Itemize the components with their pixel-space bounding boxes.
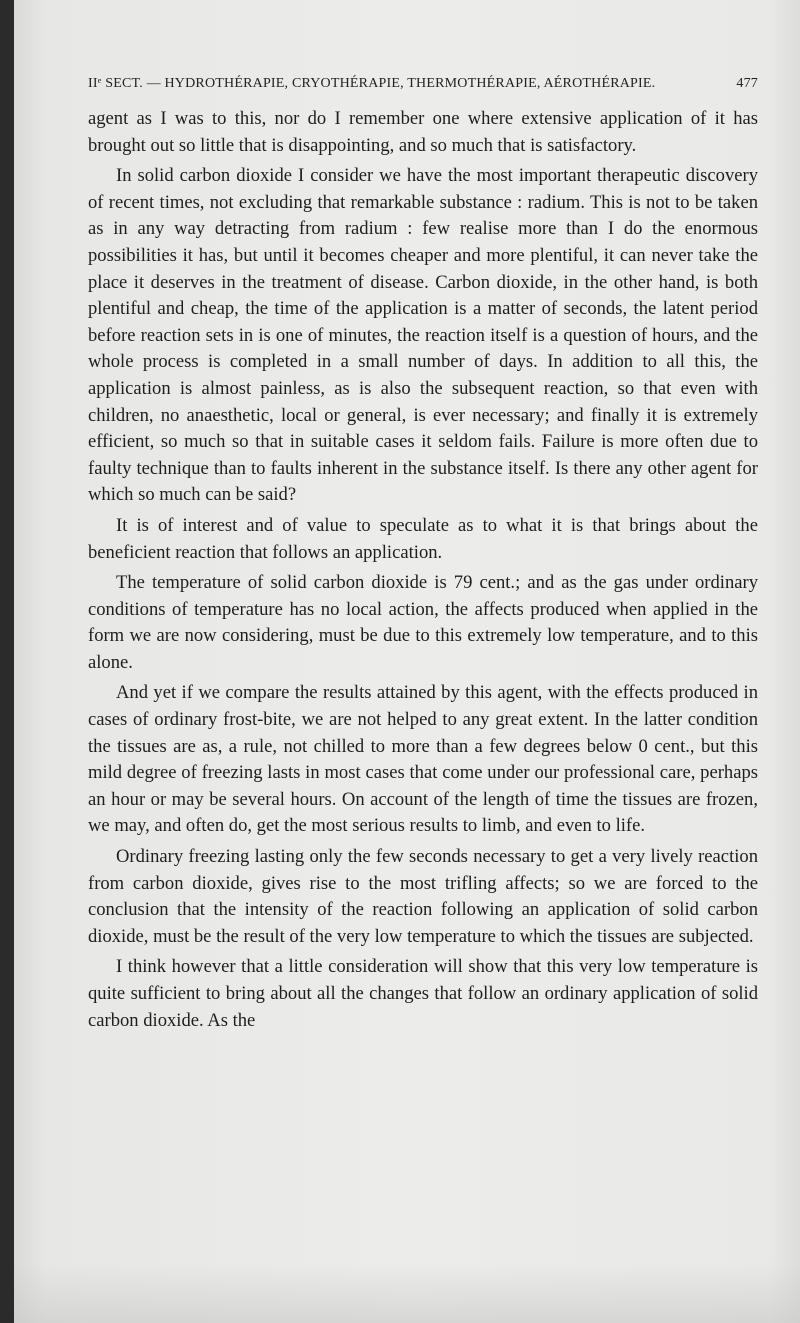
section-title: IIᵉ SECT. — HYDROTHÉRAPIE, CRYOTHÉRAPIE, THERMOTHÉRAPIE, AÉROTHÉRAPIE. <box>88 76 656 91</box>
paragraph-low-temperature: I think however that a little consideration will show that this very low temperature is quite sufficient to bring about all the changes that follow an ordinary application of solid carbon dioxide. As the <box>88 956 758 1031</box>
page-number: 477 <box>736 76 758 91</box>
page-bottom-shadow <box>14 1263 800 1323</box>
running-head <box>88 76 758 92</box>
paragraph-continuation: agent as I was to this, nor do I remember one where extensive application of it has brought out so little that is disappointing, and so much that is satisfactory. <box>88 108 758 156</box>
paragraph-temperature: The temperature of solid carbon dioxide is 79 cent.; and as the gas under ordinary conditions of temperature has no local action, the affects produced when applied in the form we are now considering, must be due to this extremely low temperature, and to this alone. <box>88 572 758 673</box>
paragraph-frost-bite: And yet if we compare the results attained by this agent, with the effects produced in cases of ordinary frost-bite, we are not helped to any great extent. In the latter condition the tissues are as, a rule, not chilled to more than a few degrees below 0 cent., but this mild degree of freezing lasts in most cases that come under our professional care, perhaps an hour or may be several hours. On account of the length of time the tissues are frozen, we may, and often do, get the most serious results to limb, and even to life. <box>88 682 758 837</box>
paragraph-speculation: It is of interest and of value to speculate as to what it is that brings about the beneficient reaction that follows an application. <box>88 514 758 563</box>
paragraph-carbon-dioxide-discovery: In solid carbon dioxide I consider we have the most important therapeutic discovery of recent times, not excluding that remarkable substance : radium. This is not to be taken as in any way detracting from radium : few realise more than I do the enormous possibilities it has, but until it becomes cheaper and more plentiful, it can never take the place it deserves in the treatment of disease. Carbon dioxide, in the other hand, is both plentiful and cheap, the time of the application is a matter of seconds, the latent period before reaction sets in is one of minutes, the reaction itself is a question of hours, and the whole process is completed in a small number of days. In addition to all this, the application is almost painless, as is also the subsequent reaction, so that even with children, no anaesthetic, local or general, is ever necessary; and finally it is extremely efficient, so much so that in suitable cases it seldom fails. Failure is more often due to faulty technique than to faults inherent in the substance itself. Is there any other agent for which so much can be said? <box>88 165 758 506</box>
paragraph-ordinary-freezing: Ordinary freezing lasting only the few seconds necessary to get a very lively reaction from carbon dioxide, gives rise to the most trifling affects; so we are forced to the conclusion that the intensity of the reaction following an application of solid carbon dioxide, must be the result of the very low temperature to which the tissues are subjected. <box>88 846 758 947</box>
book-page <box>14 0 800 1323</box>
body-text <box>88 106 758 1038</box>
